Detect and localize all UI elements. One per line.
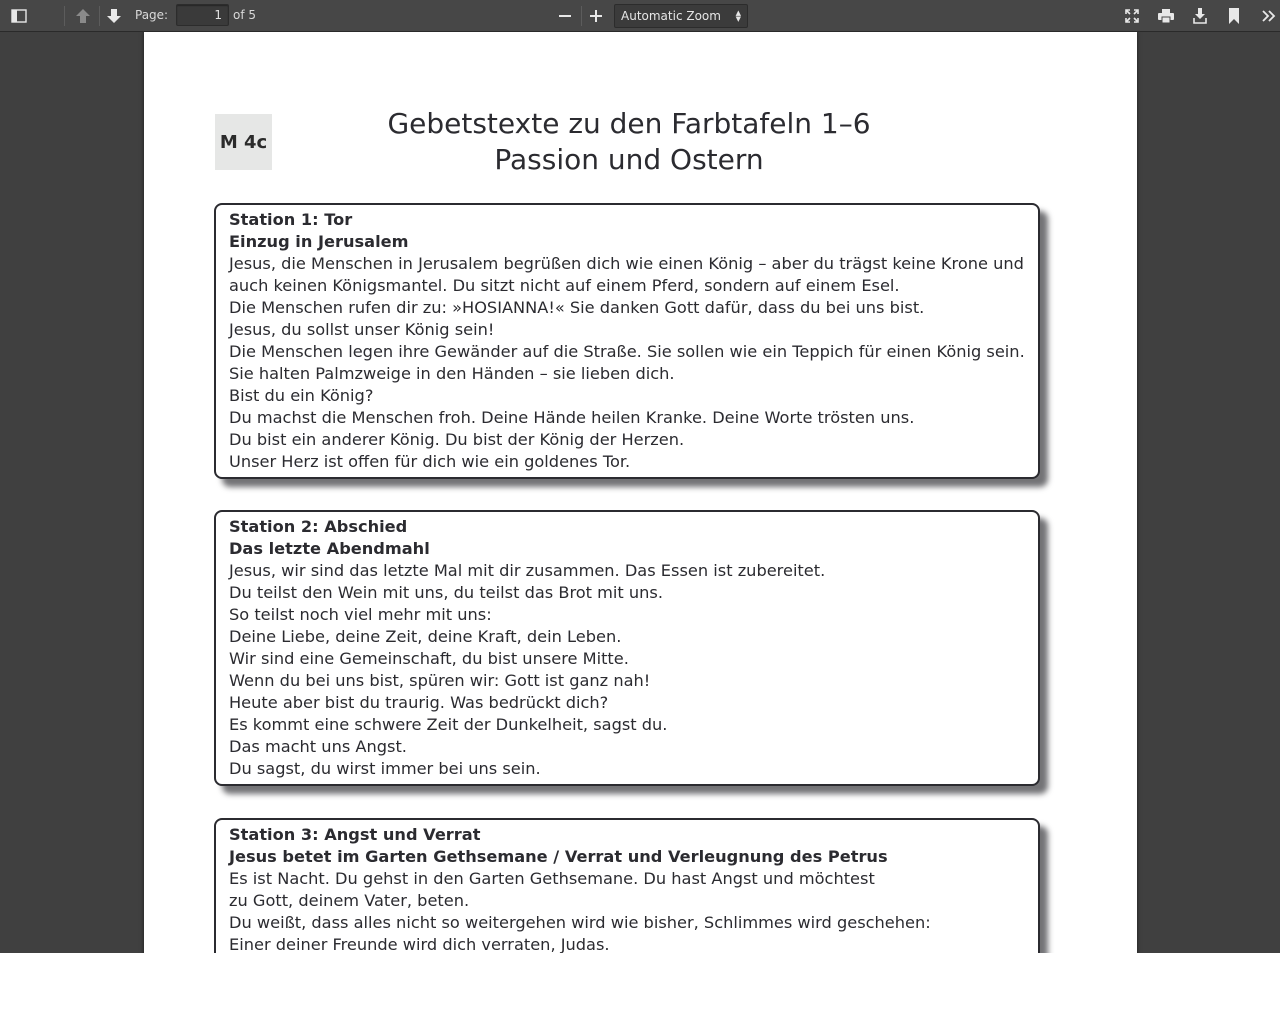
station-subtitle: Einzug in Jerusalem <box>229 232 409 251</box>
station-text-line: Wenn du bei uns bist, spüren wir: Gott ist ganz nah! <box>229 671 651 690</box>
blank-area <box>0 953 1280 1024</box>
station-text-line: auch keinen Königsmantel. Du sitzt nicht auf einem Pferd, sondern auf einem Esel. <box>229 276 900 295</box>
select-arrows-icon: ▲ ▼ <box>735 9 741 23</box>
station-title: Station 3: Angst und Verrat <box>229 825 481 844</box>
sidebar-toggle-icon[interactable] <box>5 4 33 28</box>
tools-chevron-icon[interactable] <box>1258 4 1280 28</box>
station-box-1 <box>214 203 1040 479</box>
zoom-in-icon[interactable] <box>582 4 610 28</box>
station-text-line: Du bist ein anderer König. Du bist der König der Herzen. <box>229 430 685 449</box>
station-text-line: Die Menschen legen ihre Gewänder auf die Straße. Sie sollen wie ein Teppich für einen König sein. <box>229 342 1025 361</box>
station-text-line: Du machst die Menschen froh. Deine Hände heilen Kranke. Deine Worte trösten uns. <box>229 408 915 427</box>
station-text-line: Heute aber bist du traurig. Was bedrückt dich? <box>229 693 609 712</box>
pdf-toolbar <box>0 0 1280 32</box>
station-title: Station 1: Tor <box>229 210 353 229</box>
station-text-line: Sie halten Palmzweige in den Händen – sie lieben dich. <box>229 364 675 383</box>
zoom-select-value: Automatic Zoom <box>621 9 721 23</box>
bookmark-icon[interactable] <box>1220 4 1248 28</box>
page-label: Page: <box>135 8 169 22</box>
station-box-3 <box>214 818 1040 953</box>
station-box-2 <box>214 510 1040 786</box>
material-badge: M 4c <box>215 114 272 170</box>
page-title <box>314 106 944 178</box>
station-text-line: Das macht uns Angst. <box>229 737 407 756</box>
fullscreen-icon[interactable] <box>1118 4 1146 28</box>
station-text-line: zu Gott, deinem Vater, beten. <box>229 891 470 910</box>
station-text-line: Wir sind eine Gemeinschaft, du bist unsere Mitte. <box>229 649 629 668</box>
document-viewer[interactable] <box>0 32 1280 953</box>
page-number-input[interactable] <box>176 4 229 26</box>
toolbar-separator <box>64 6 65 26</box>
arrow-down-icon[interactable] <box>100 4 128 28</box>
station-text-line: Du weißt, dass alles nicht so weitergehen wird wie bisher, Schlimmes wird geschehen: <box>229 913 931 932</box>
print-icon[interactable] <box>1152 4 1180 28</box>
page-title-line-2: Passion und Ostern <box>494 143 764 176</box>
zoom-select[interactable] <box>614 4 748 28</box>
station-text-line: Jesus, wir sind das letzte Mal mit dir zusammen. Das Essen ist zubereitet. <box>229 561 826 580</box>
station-text-line: Einer deiner Freunde wird dich verraten, Judas. <box>229 935 610 953</box>
station-subtitle: Jesus betet im Garten Gethsemane / Verrat und Verleugnung des Petrus <box>229 847 888 866</box>
station-text-line: So teilst noch viel mehr mit uns: <box>229 605 492 624</box>
station-text-line: Du sagst, du wirst immer bei uns sein. <box>229 759 541 778</box>
station-text-line: Jesus, die Menschen in Jerusalem begrüßen dich wie einen König – aber du trägst keine Krone und <box>229 254 1024 273</box>
station-subtitle: Das letzte Abendmahl <box>229 539 430 558</box>
station-text-line: Unser Herz ist offen für dich wie ein goldenes Tor. <box>229 452 631 471</box>
station-text-line: Es kommt eine schwere Zeit der Dunkelheit, sagst du. <box>229 715 668 734</box>
page-count: of 5 <box>233 8 257 22</box>
station-text-line: Bist du ein König? <box>229 386 374 405</box>
zoom-out-icon[interactable] <box>551 4 579 28</box>
station-text-line: Deine Liebe, deine Zeit, deine Kraft, dein Leben. <box>229 627 622 646</box>
pdf-page <box>144 32 1137 953</box>
station-text-line: Du teilst den Wein mit uns, du teilst das Brot mit uns. <box>229 583 663 602</box>
arrow-up-icon[interactable] <box>69 4 97 28</box>
station-text-line: Es ist Nacht. Du gehst in den Garten Gethsemane. Du hast Angst und möchtest <box>229 869 875 888</box>
station-text-line: Jesus, du sollst unser König sein! <box>229 320 495 339</box>
page-title-line-1: Gebetstexte zu den Farbtafeln 1–6 <box>387 107 871 140</box>
download-icon[interactable] <box>1186 4 1214 28</box>
station-title: Station 2: Abschied <box>229 517 408 536</box>
station-text-line: Die Menschen rufen dir zu: »HOSIANNA!« Sie danken Gott dafür, dass du bei uns bist. <box>229 298 925 317</box>
